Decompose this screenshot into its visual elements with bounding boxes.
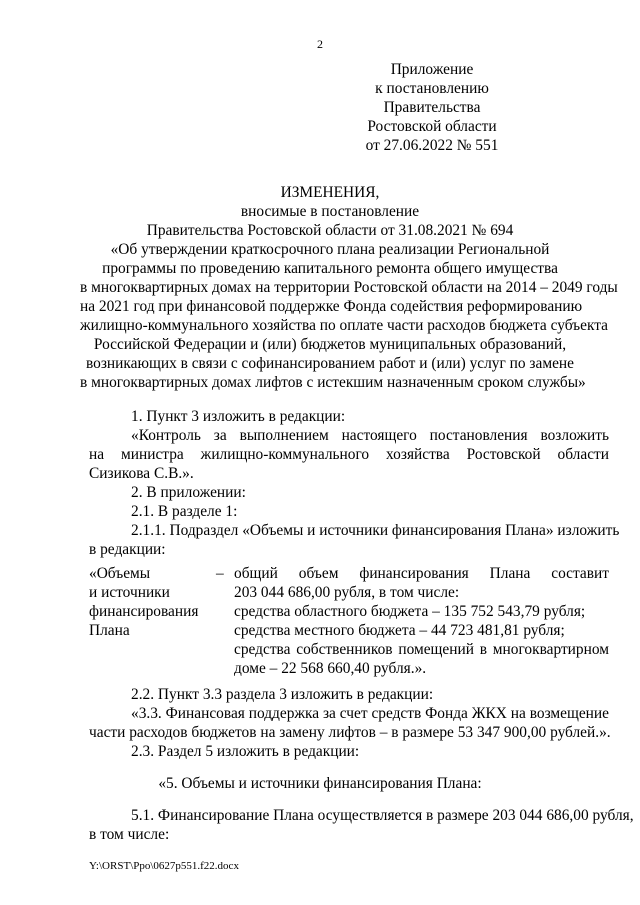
table-left-line: финансирования: [89, 603, 199, 620]
appendix-line: от 27.06.2022 № 551: [365, 137, 499, 154]
table-left-line: «Объемы: [89, 565, 151, 582]
document-title: [80, 183, 618, 392]
paragraph-5-1-line: в том числе:: [89, 826, 170, 843]
table-left-line: Плана: [89, 622, 130, 639]
table-right-line: средства собственников помещений в многоквартирном: [234, 641, 609, 658]
paragraph-1-quote-line: на министра жилищно-коммунального хозяйства Ростовской области: [89, 446, 609, 463]
paragraph-2-2-quote-line: «3.3. Финансовая поддержка за счет средств Фонда ЖКХ на возмещение: [131, 705, 609, 722]
title-line: на 2021 год при финансовой поддержке Фонда содействия реформированию: [80, 298, 583, 315]
title-line: вносимые в постановление: [240, 203, 420, 220]
table-right-line: общий объем финансирования Плана составит: [234, 565, 609, 582]
paragraph-1: 1. Пункт 3 изложить в редакции:: [131, 408, 346, 425]
table-right-line: средства местного бюджета – 44 723 481,81 рубля;: [234, 622, 565, 639]
paragraph-1-quote-line: Сизикова С.В.».: [89, 465, 194, 482]
page-number: 2: [317, 37, 323, 51]
paragraph-2-2-quote-line: части расходов бюджетов на замену лифтов – в размере 53 347 900,00 рублей.».: [89, 724, 611, 741]
table-dash: –: [216, 565, 224, 582]
appendix-line: Ростовской области: [367, 118, 497, 135]
paragraph-2-1: 2.1. В разделе 1:: [131, 503, 238, 520]
appendix-line: Правительства: [383, 99, 481, 116]
appendix-block: [282, 60, 582, 155]
footer-file-path: Y:\ORST\Ppo\0627p551.f22.docx: [89, 860, 239, 872]
title-line: программы по проведению капитального ремонта общего имущества: [102, 260, 558, 277]
title-line: возникающих в связи с софинансированием работ и (или) услуг по замене: [86, 355, 574, 372]
appendix-line: к постановлению: [375, 80, 489, 97]
table-right-line: доме – 22 568 660,40 рубля.».: [234, 660, 427, 677]
title-line: в многоквартирных домах лифтов с истекшим назначенным сроком службы»: [80, 374, 586, 391]
paragraph-5-1-line: 5.1. Финансирование Плана осуществляется в размере 203 044 686,00 рубля,: [131, 807, 634, 824]
title-line: жилищно-коммунального хозяйства по оплате части расходов бюджета субъекта: [80, 317, 608, 334]
table-right-line: 203 044 686,00 рубля, в том числе:: [234, 584, 460, 601]
title-line: в многоквартирных домах на территории Ростовской области на 2014 – 2049 годы: [80, 279, 618, 296]
paragraph-2-3: 2.3. Раздел 5 изложить в редакции:: [131, 743, 360, 760]
section-5-heading: «5. Объемы и источники финансирования Плана:: [158, 775, 482, 792]
table-right-line: средства областного бюджета – 135 752 543,79 рубля;: [234, 603, 586, 620]
paragraph-2-1-1-line: 2.1.1. Подраздел «Объемы и источники финансирования Плана» изложить: [131, 522, 620, 539]
paragraph-2-1-1-line: в редакции:: [89, 541, 166, 558]
paragraph-1-quote-line: «Контроль за выполнением настоящего постановления возложить: [131, 427, 609, 444]
appendix-line: Приложение: [390, 61, 474, 78]
title-line: «Об утверждении краткосрочного плана реализации Региональной: [110, 241, 550, 258]
table-left-line: и источники: [89, 584, 170, 601]
paragraph-2-2: 2.2. Пункт 3.3 раздела 3 изложить в редакции:: [131, 686, 434, 703]
title-line: Правительства Ростовской области от 31.08.2021 № 694: [146, 222, 514, 239]
title-line: Российской Федерации и (или) бюджетов муниципальных образований,: [93, 336, 567, 353]
title-heading: ИЗМЕНЕНИЯ,: [280, 184, 380, 201]
paragraph-2: 2. В приложении:: [131, 484, 246, 501]
